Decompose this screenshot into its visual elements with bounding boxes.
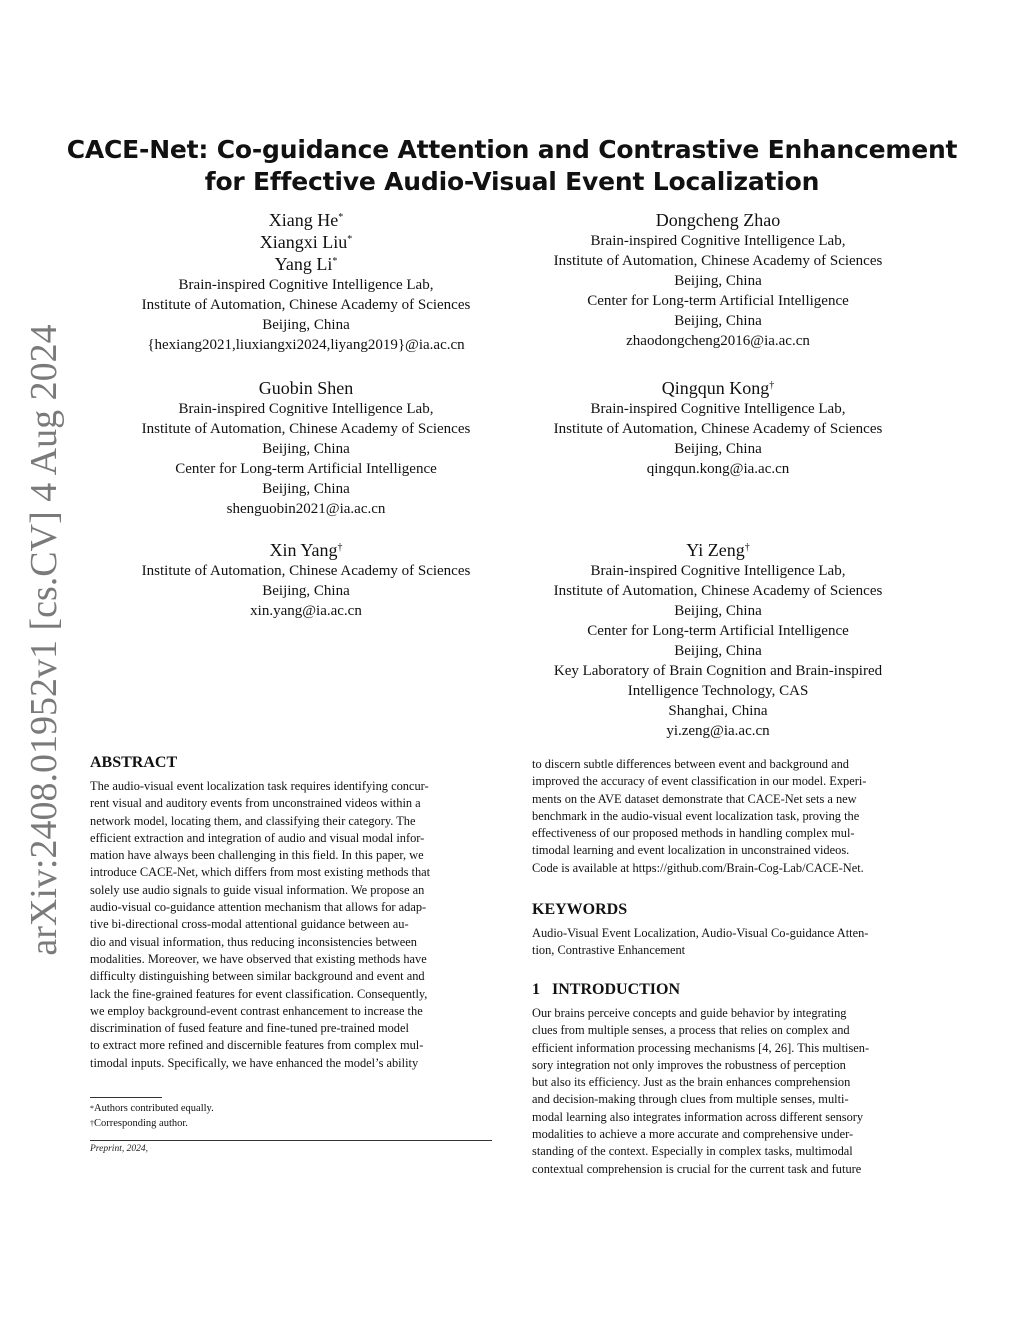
author-email: shenguobin2021@ia.ac.cn <box>226 501 386 517</box>
affiliation-line: Beijing, China <box>674 441 762 457</box>
keywords-heading: KEYWORDS <box>532 901 628 918</box>
text-line: audio-visual co-guidance attention mechanism that allows for adap- <box>90 900 427 915</box>
text-line: Code is available at https://github.com/Brain-Cog-Lab/CACE-Net. <box>532 860 864 875</box>
text-line: timodal inputs. Specifically, we have enhanced the model’s ability <box>90 1055 419 1070</box>
affiliation-line: Brain-inspired Cognitive Intelligence Lab, <box>178 277 434 293</box>
author-block-yi-zeng <box>512 539 924 741</box>
text-line: discrimination of fused feature and fine-tuned pre-trained model <box>90 1021 409 1036</box>
affiliation-line: Brain-inspired Cognitive Intelligence Lab, <box>178 401 434 417</box>
footnote-equal-contribution: *Authors contributed equally. <box>90 1103 214 1114</box>
text-line: lack the fine-grained features for event classification. Consequently, <box>90 986 428 1001</box>
affiliation-line: Intelligence Technology, CAS <box>627 683 809 699</box>
text-line: contextual comprehension is crucial for the current task and future <box>532 1161 862 1176</box>
affiliation-line: Institute of Automation, Chinese Academy of Sciences <box>141 297 471 313</box>
affiliation-line: Institute of Automation, Chinese Academy of Sciences <box>141 563 471 579</box>
text-line: network model, locating them, and classifying their category. The <box>90 813 416 828</box>
introduction-heading: 1 INTRODUCTION <box>532 981 681 998</box>
text-line: solely use audio signals to guide visual information. We propose an <box>90 882 425 897</box>
affiliation-line: Beijing, China <box>262 583 350 599</box>
text-line: but also its efficiency. Just as the brain enhances comprehension <box>532 1075 851 1090</box>
footnote-corresponding-author: †Corresponding author. <box>90 1118 188 1129</box>
author-email: xin.yang@ia.ac.cn <box>250 603 362 619</box>
text-line: Audio-Visual Event Localization, Audio-Visual Co-guidance Atten- <box>532 926 869 940</box>
author-email: qingqun.kong@ia.ac.cn <box>646 461 790 477</box>
author-email: zhaodongcheng2016@ia.ac.cn <box>626 333 810 349</box>
affiliation-line: Institute of Automation, Chinese Academy of Sciences <box>553 583 883 599</box>
title-line-2: for Effective Audio-Visual Event Localization <box>204 167 820 196</box>
text-line: Our brains perceive concepts and guide behavior by integrating <box>532 1006 847 1020</box>
text-line: timodal learning and event localization in unconstrained videos. <box>532 843 850 858</box>
author-email: {hexiang2021,liuxiangxi2024,liyang2019}@ia.ac.cn <box>147 337 465 353</box>
text-line: ments on the AVE dataset demonstrate that CACE-Net sets a new <box>532 791 857 806</box>
author-name: Guobin Shen <box>258 378 354 398</box>
text-line: benchmark in the audio-visual event localization task, proving the <box>532 808 860 823</box>
author-block-dongcheng-zhao <box>512 209 924 351</box>
text-line: mation have always been challenging in this field. In this paper, we <box>90 848 424 863</box>
author-email: yi.zeng@ia.ac.cn <box>666 723 770 739</box>
author-name-xiangxi-liu: Xiangxi Liu* <box>259 232 353 252</box>
author-block-he-liu-li <box>100 209 512 355</box>
text-line: and decision-making through clues from multiple senses, multi- <box>532 1092 849 1107</box>
paper-title <box>60 134 964 198</box>
author-name: Dongcheng Zhao <box>655 210 781 230</box>
introduction-body <box>532 1005 936 1178</box>
keywords-body <box>532 925 936 960</box>
affiliation-line: Beijing, China <box>674 313 762 329</box>
affiliation-line: Brain-inspired Cognitive Intelligence Lab, <box>590 563 846 579</box>
footnote-rule <box>90 1097 162 1098</box>
affiliation-line: Beijing, China <box>674 603 762 619</box>
affiliation-line: Center for Long-term Artificial Intelligence <box>587 293 849 309</box>
author-name-xin-yang: Xin Yang† <box>269 540 343 560</box>
text-line: clues from multiple senses, a process that relies on complex and <box>532 1023 850 1038</box>
affiliation-line: Beijing, China <box>674 643 762 659</box>
text-line: standing of the context. Especially in complex tasks, multimodal <box>532 1144 853 1159</box>
affiliation-line: Brain-inspired Cognitive Intelligence Lab, <box>590 233 846 249</box>
text-line: difficulty distinguishing between similar background and event and <box>90 969 425 984</box>
text-line: efficient information processing mechanisms [4, 26]. This multisen- <box>532 1040 870 1055</box>
affiliation-line: Center for Long-term Artificial Intelligence <box>587 623 849 639</box>
text-line: rent visual and auditory events from unconstrained videos within a <box>90 796 421 811</box>
text-line: tion, Contrastive Enhancement <box>532 943 686 958</box>
affiliation-line: Brain-inspired Cognitive Intelligence Lab, <box>590 401 846 417</box>
text-line: tive bi-directional cross-modal attentional guidance between au- <box>90 917 409 932</box>
text-line: to discern subtle differences between event and background and <box>532 757 849 771</box>
affiliation-line: Institute of Automation, Chinese Academy of Sciences <box>553 253 883 269</box>
author-block-guobin-shen <box>100 377 512 519</box>
affiliation-line: Beijing, China <box>262 317 350 333</box>
abstract-body-right <box>532 756 936 877</box>
author-block-xin-yang <box>100 539 512 621</box>
text-line: effectiveness of our proposed methods in handling complex mul- <box>532 826 855 841</box>
footnotes <box>90 1101 492 1131</box>
text-line: modalities. Moreover, we have observed that existing methods have <box>90 951 427 966</box>
affiliation-line: Shanghai, China <box>668 703 768 719</box>
affiliation-line: Beijing, China <box>262 481 350 497</box>
text-line: modalities to achieve a more accurate and comprehensive under- <box>532 1127 854 1142</box>
author-block-qingqun-kong <box>512 377 924 479</box>
text-line: efficient extraction and integration of audio and visual modal infor- <box>90 830 425 845</box>
text-line: The audio-visual event localization task requires identifying concur- <box>90 779 429 793</box>
text-line: improved the accuracy of event classification in our model. Experi- <box>532 774 867 789</box>
abstract-heading: ABSTRACT <box>90 754 178 771</box>
author-name-xiang-he: Xiang He* <box>268 210 344 230</box>
preprint-note: Preprint, 2024, <box>90 1144 148 1154</box>
affiliation-line: Institute of Automation, Chinese Academy of Sciences <box>553 421 883 437</box>
text-line: dio and visual information, thus reducing inconsistencies between <box>90 934 417 949</box>
author-name-qingqun-kong: Qingqun Kong† <box>661 378 775 398</box>
author-name-yi-zeng: Yi Zeng† <box>686 540 750 560</box>
preprint-rule <box>90 1140 492 1141</box>
affiliation-line: Center for Long-term Artificial Intelligence <box>175 461 437 477</box>
affiliation-line: Key Laboratory of Brain Cognition and Brain-inspired <box>553 663 883 679</box>
affiliation-line: Institute of Automation, Chinese Academy of Sciences <box>141 421 471 437</box>
text-line: introduce CACE-Net, which differs from most existing methods that <box>90 865 431 880</box>
text-line: to extract more refined and discernible features from complex mul- <box>90 1038 424 1053</box>
affiliation-line: Beijing, China <box>262 441 350 457</box>
author-name-yang-li: Yang Li* <box>274 254 338 274</box>
abstract-body-left <box>90 778 492 1072</box>
text-line: sory integration not only improves the robustness of perception <box>532 1057 846 1072</box>
affiliation-line: Beijing, China <box>674 273 762 289</box>
title-line-1: CACE-Net: Co-guidance Attention and Contrastive Enhancement <box>66 135 958 164</box>
text-line: modal learning also integrates information across different sensory <box>532 1109 864 1124</box>
arxiv-identifier-text: arXiv:2408.01952v1 [cs.CV] 4 Aug 2024 <box>23 324 65 956</box>
text-line: we employ background-event contrast enhancement to increase the <box>90 1003 423 1018</box>
